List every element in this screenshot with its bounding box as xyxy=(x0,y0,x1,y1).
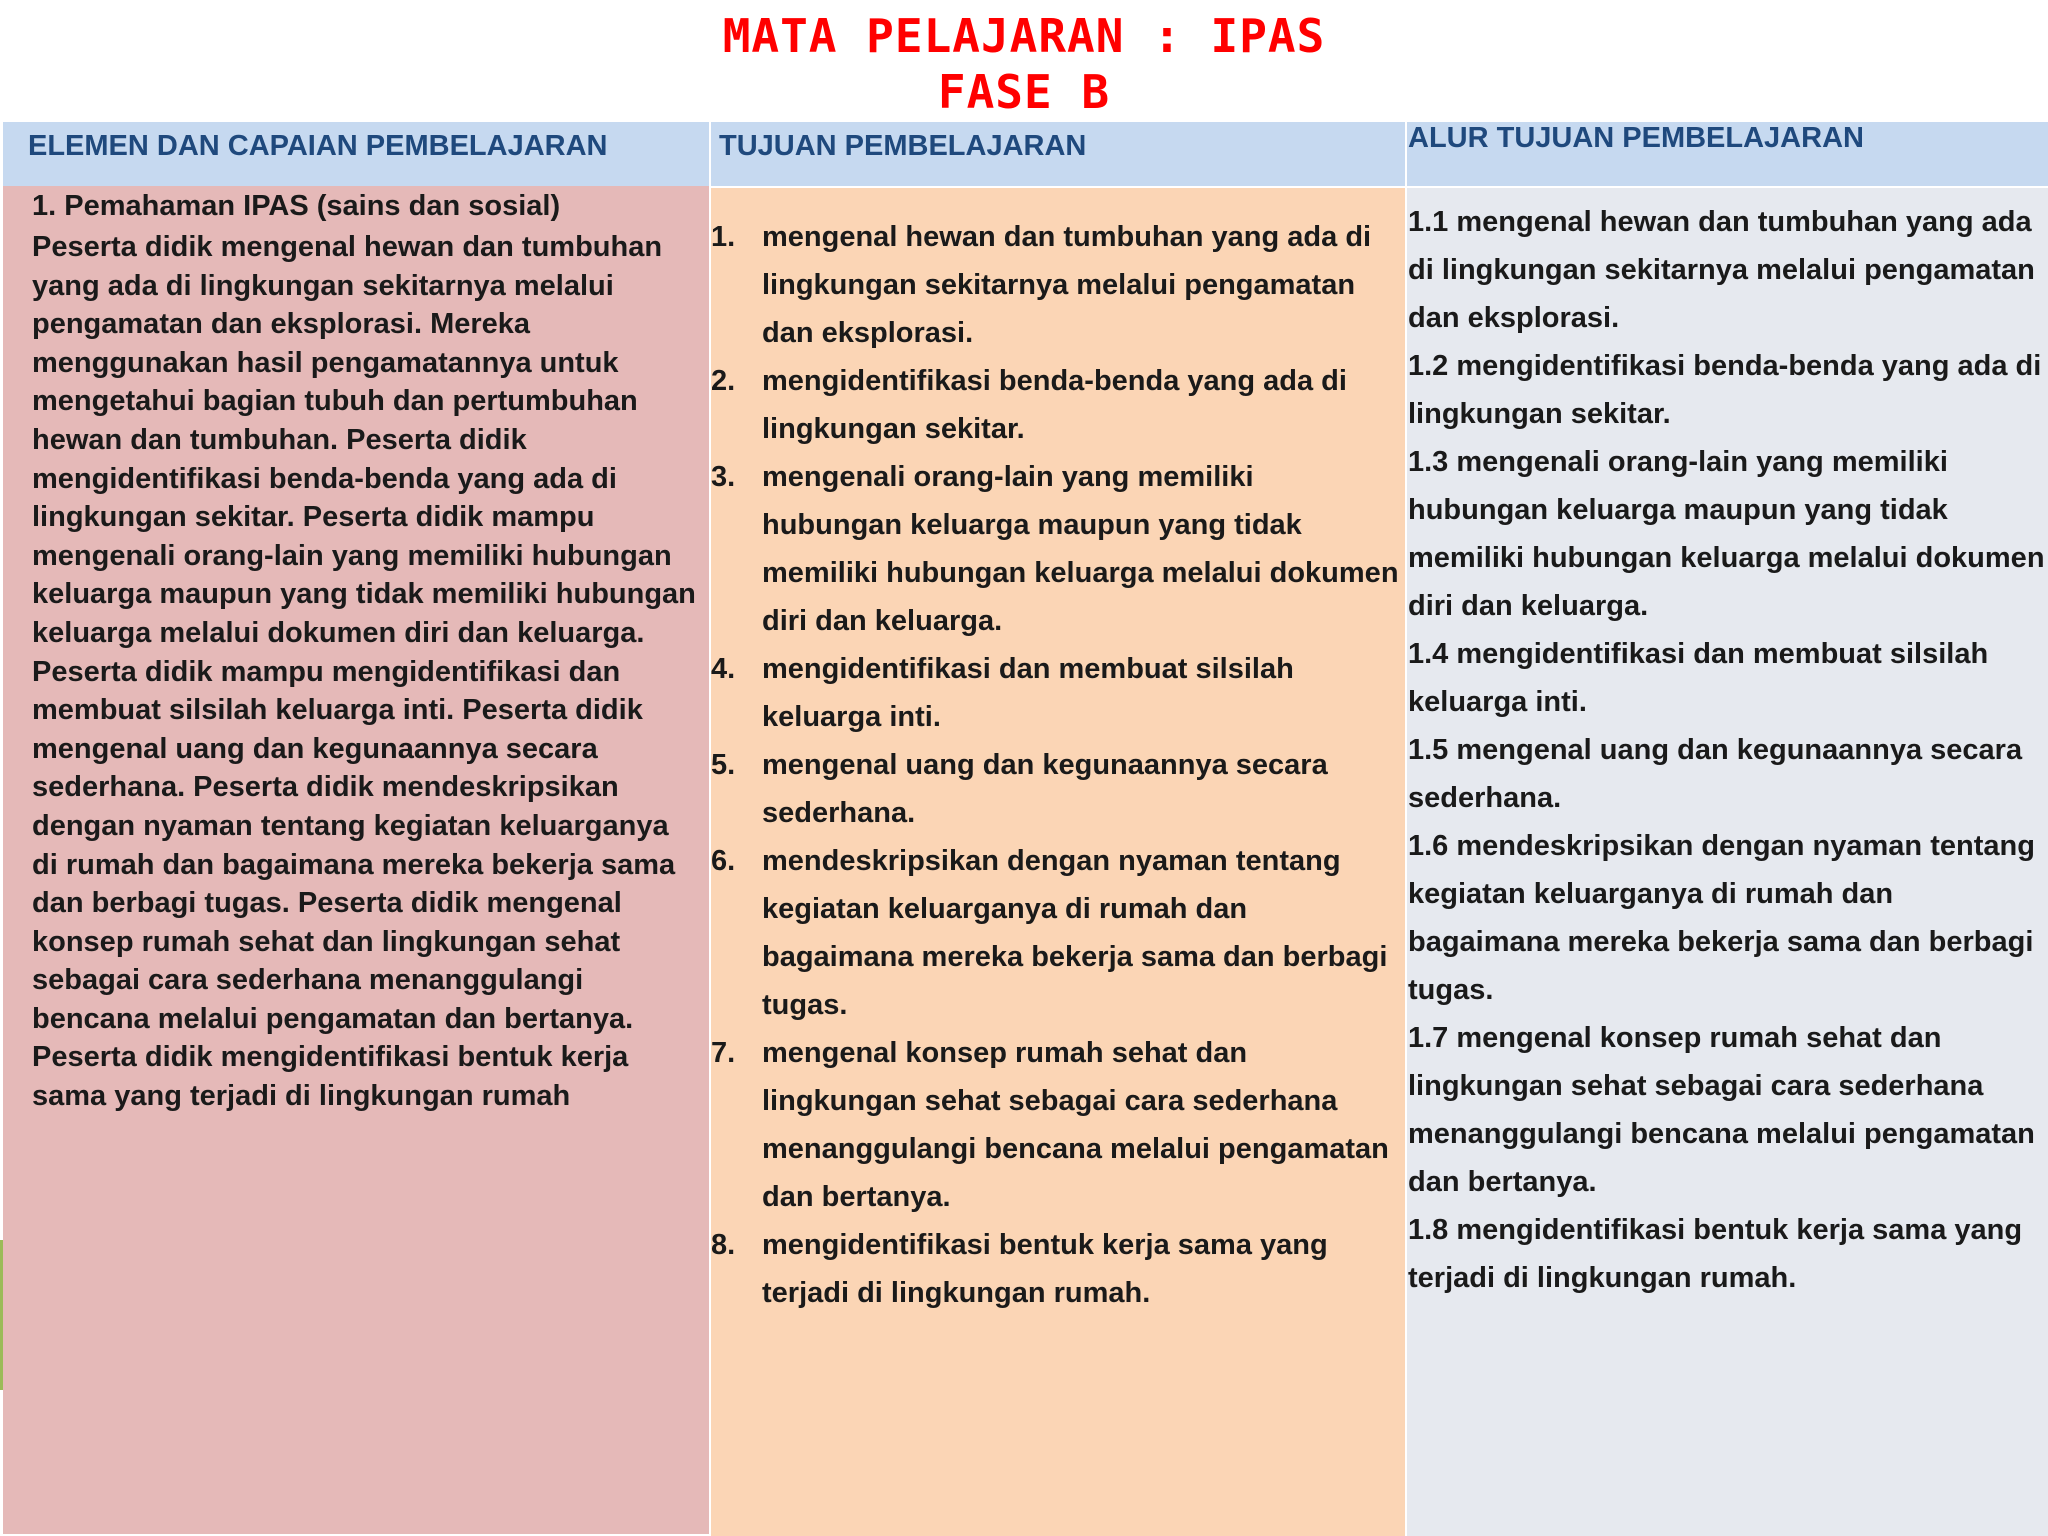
curriculum-table xyxy=(0,122,2048,1536)
list-item: 1.2 mengidentifikasi benda-benda yang ada di lingkungan sekitar. xyxy=(1408,350,2042,430)
list-item: 1.6 mendeskripsikan dengan nyaman tentang kegiatan keluarganya di rumah dan bagaimana mereka bekerja sama dan berbagi tugas. xyxy=(1408,830,2035,1006)
tujuan-list xyxy=(711,213,1401,1317)
page-title xyxy=(0,8,2048,120)
list-item xyxy=(711,213,1401,357)
list-item-number: 4. xyxy=(711,653,736,685)
list-item: 1.8 mengidentifikasi bentuk kerja sama yang terjadi di lingkungan rumah. xyxy=(1408,1214,2023,1294)
alur-list xyxy=(1408,198,2048,1302)
column-header-tujuan-label: TUJUAN PEMBELAJARAN xyxy=(719,130,1087,162)
column-body-elemen xyxy=(3,186,709,1534)
column-header-elemen-label: ELEMEN DAN CAPAIAN PEMBELAJARAN xyxy=(28,130,608,162)
list-item xyxy=(711,1029,1401,1221)
list-item: 1.1 mengenal hewan dan tumbuhan yang ada di lingkungan sekitarnya melalui pengamatan dan eksplorasi. xyxy=(1408,206,2035,334)
list-item-text: mendeskripsikan dengan nyaman tentang kegiatan keluarganya di rumah dan bagaimana mereka bekerja sama dan berbagi tugas. xyxy=(762,845,1388,1021)
list-item-number: 8. xyxy=(711,1229,736,1261)
column-body-alur xyxy=(1407,188,2048,1536)
column-body-tujuan xyxy=(711,188,1405,1536)
list-item: 1.3 mengenali orang-lain yang memiliki hubungan keluarga maupun yang tidak memiliki hubungan keluarga melalui dokumen diri dan keluarga. xyxy=(1408,446,2045,622)
list-item-text: mengenali orang-lain yang memiliki hubungan keluarga maupun yang tidak memiliki hubungan keluarga melalui dokumen diri dan keluarga. xyxy=(762,461,1399,637)
column-header-tujuan xyxy=(711,122,1405,186)
list-item-number: 3. xyxy=(711,461,736,493)
list-item-text: mengidentifikasi bentuk kerja sama yang terjadi di lingkungan rumah. xyxy=(762,1229,1328,1309)
list-item: 1.4 mengidentifikasi dan membuat silsilah keluarga inti. xyxy=(1408,638,1989,718)
list-item-text: mengenal konsep rumah sehat dan lingkungan sehat sebagai cara sederhana menanggulangi bencana melalui pengamatan dan bertanya. xyxy=(762,1037,1389,1213)
column-alur xyxy=(1407,122,2048,1536)
title-line-subject: MATA PELAJARAN : IPAS xyxy=(722,9,1326,63)
list-item xyxy=(711,453,1401,645)
list-item-text: mengenal hewan dan tumbuhan yang ada di lingkungan sekitarnya melalui pengamatan dan eksplorasi. xyxy=(762,221,1372,349)
column-elemen xyxy=(3,122,709,1536)
column-header-alur xyxy=(1407,122,2048,186)
list-item xyxy=(711,741,1401,837)
title-line-phase: FASE B xyxy=(937,65,1111,119)
list-item-text: mengenal uang dan kegunaannya secara sederhana. xyxy=(762,749,1328,829)
list-item: 1.7 mengenal konsep rumah sehat dan lingkungan sehat sebagai cara sederhana menanggulangi bencana melalui pengamatan dan bertanya. xyxy=(1408,1022,2035,1198)
list-item-number: 2. xyxy=(711,365,736,397)
list-item: 1.5 mengenal uang dan kegunaannya secara sederhana. xyxy=(1408,734,2023,814)
list-item xyxy=(711,645,1401,741)
elemen-heading: 1. Pemahaman IPAS (sains dan sosial) xyxy=(32,190,561,222)
list-item-text: mengidentifikasi benda-benda yang ada di lingkungan sekitar. xyxy=(762,365,1347,445)
column-header-alur-label: ALUR TUJUAN PEMBELAJARAN xyxy=(1408,122,1864,154)
capaian-paragraph: Peserta didik mengenal hewan dan tumbuhan yang ada di lingkungan sekitarnya melalui pengamatan dan eksplorasi. Mereka menggunakan hasil pengamatannya untuk mengetahui bagian tubuh dan pertumbuhan hewan dan tumbuhan. Peserta didik mengidentifikasi benda-benda yang ada di lingkungan sekitar. Peserta didik mampu mengenali orang-lain yang memiliki hubungan keluarga maupun yang tidak memiliki hubungan keluarga melalui dokumen diri dan keluarga. Peserta didik mampu mengidentifikasi dan membuat silsilah keluarga inti. Peserta didik mengenal uang dan kegunaannya secara sederhana. Peserta didik mendeskripsikan dengan nyaman tentang kegiatan keluarganya di rumah dan bagaimana mereka bekerja sama dan berbagi tugas. Peserta didik mengenal konsep rumah sehat dan lingkungan sehat sebagai cara sederhana menanggulangi bencana melalui pengamatan dan bertanya. Peserta didik mengidentifikasi bentuk kerja sama yang terjadi di lingkungan rumah xyxy=(32,231,696,1113)
column-header-elemen xyxy=(3,122,709,186)
list-item xyxy=(711,1221,1401,1317)
list-item-text: mengidentifikasi dan membuat silsilah keluarga inti. xyxy=(762,653,1294,733)
list-item xyxy=(711,837,1401,1029)
list-item-number: 6. xyxy=(711,845,736,877)
list-item-number: 1. xyxy=(711,221,736,253)
column-tujuan xyxy=(711,122,1405,1536)
list-item xyxy=(711,357,1401,453)
list-item-number: 5. xyxy=(711,749,736,781)
decorative-edge xyxy=(0,1240,3,1390)
list-item-number: 7. xyxy=(711,1037,736,1069)
